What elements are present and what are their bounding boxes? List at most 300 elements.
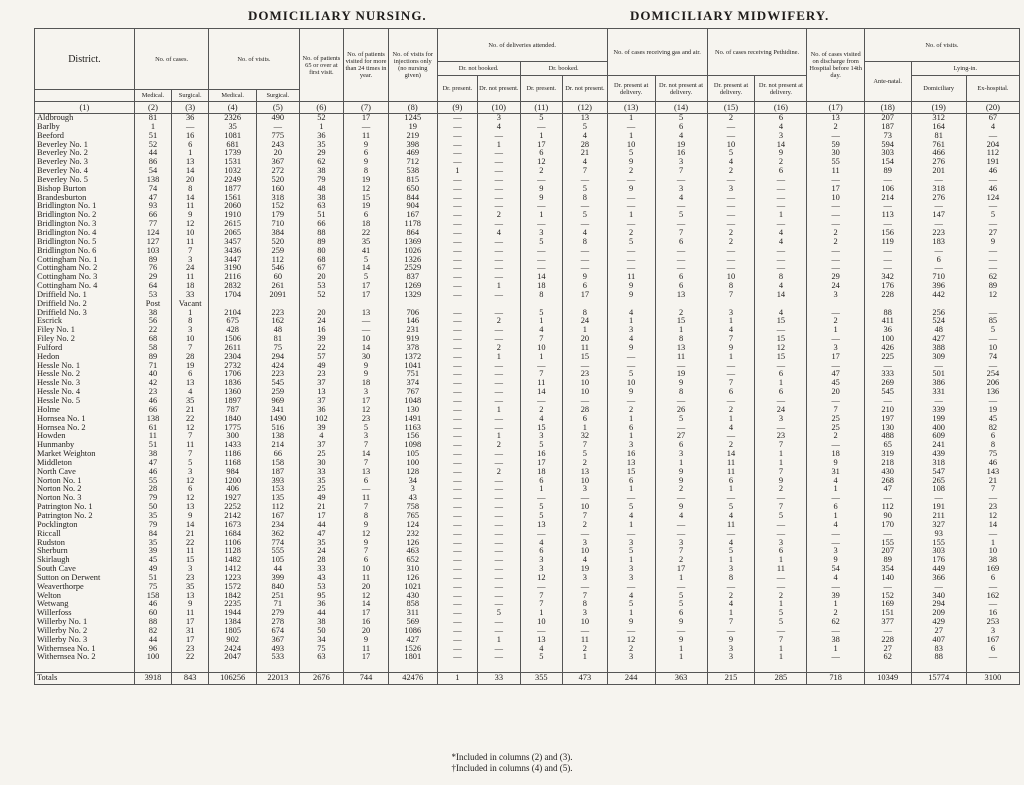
- table-cell: 354: [864, 565, 911, 574]
- table-cell: 3: [807, 547, 864, 556]
- table-cell: 2047: [209, 653, 257, 662]
- table-cell: —: [966, 202, 1019, 211]
- table-row: [35, 353, 1020, 362]
- table-cell: 340: [911, 592, 966, 601]
- table-cell: 251: [257, 592, 300, 601]
- table-cell: 65: [864, 441, 911, 450]
- table-cell: —: [478, 653, 521, 662]
- table-cell: 2: [807, 238, 864, 247]
- table-cell: —: [563, 397, 608, 406]
- table-cell: —: [437, 547, 477, 556]
- table-cell: 6: [755, 370, 807, 379]
- table-cell: 5: [520, 309, 563, 318]
- table-cell: 362: [257, 530, 300, 539]
- table-cell: 17: [344, 397, 389, 406]
- table-cell: 1927: [209, 494, 257, 503]
- district-name: Sherburn: [35, 547, 135, 556]
- table-cell: 243: [257, 141, 300, 150]
- table-cell: —: [966, 397, 1019, 406]
- table-cell: 29: [807, 273, 864, 282]
- table-cell: —: [478, 530, 521, 539]
- table-cell: 84: [134, 530, 171, 539]
- district-name: Norton No. 3: [35, 494, 135, 503]
- district-name: Withernsea No. 1: [35, 645, 135, 654]
- table-cell: —: [966, 176, 1019, 185]
- table-cell: 27: [966, 229, 1019, 238]
- table-cell: 2: [520, 167, 563, 176]
- table-cell: 25: [807, 424, 864, 433]
- district-name: Sutton on Derwent: [35, 574, 135, 583]
- table-cell: 30: [299, 459, 344, 468]
- table-cell: 318: [911, 185, 966, 194]
- table-cell: 331: [911, 388, 966, 397]
- table-cell: 7: [655, 229, 707, 238]
- table-cell: 19: [344, 202, 389, 211]
- table-cell: 17: [172, 618, 209, 627]
- table-row: [35, 114, 1020, 123]
- table-cell: 22: [344, 229, 389, 238]
- table-cell: —: [655, 202, 707, 211]
- district-name: South Cave: [35, 565, 135, 574]
- table-cell: 8: [563, 309, 608, 318]
- table-cell: —: [911, 176, 966, 185]
- table-cell: —: [807, 494, 864, 503]
- district-name: Weaverthorpe: [35, 583, 135, 592]
- table-cell: —: [807, 264, 864, 273]
- table-cell: 426: [864, 344, 911, 353]
- table-cell: 10: [172, 229, 209, 238]
- table-cell: 96: [134, 645, 171, 654]
- table-cell: 53: [299, 282, 344, 291]
- district-name: Patrington No. 1: [35, 503, 135, 512]
- table-cell: 3: [344, 432, 389, 441]
- column-number: (11): [520, 102, 563, 114]
- table-cell: 844: [388, 194, 437, 203]
- table-cell: —: [478, 574, 521, 583]
- table-cell: 62: [299, 158, 344, 167]
- table-cell: —: [478, 379, 521, 388]
- table-cell: —: [437, 432, 477, 441]
- table-cell: —: [655, 494, 707, 503]
- table-cell: —: [437, 459, 477, 468]
- district-name: Withernsea No. 2: [35, 653, 135, 662]
- table-row: [35, 415, 1020, 424]
- table-cell: 1526: [388, 645, 437, 654]
- table-cell: 1673: [209, 521, 257, 530]
- table-cell: 9: [655, 468, 707, 477]
- spacer-cell: [257, 662, 300, 673]
- table-cell: —: [520, 247, 563, 256]
- district-name: Bridlington No. 5: [35, 238, 135, 247]
- table-row: [35, 618, 1020, 627]
- table-cell: 3: [655, 185, 707, 194]
- table-cell: 223: [257, 370, 300, 379]
- table-cell: 1: [607, 556, 655, 565]
- table-cell: 17: [807, 185, 864, 194]
- table-cell: —: [520, 362, 563, 371]
- table-cell: 197: [864, 415, 911, 424]
- district-name: Beverley No. 2: [35, 149, 135, 158]
- table-cell: —: [437, 335, 477, 344]
- table-cell: 2: [707, 167, 755, 176]
- table-cell: 88: [134, 618, 171, 627]
- table-cell: 1: [707, 317, 755, 326]
- table-cell: 47: [134, 194, 171, 203]
- table-cell: 232: [388, 530, 437, 539]
- cases-medical-header: Medical.: [134, 90, 171, 102]
- table-cell: 3: [807, 291, 864, 300]
- table-cell: 20: [257, 149, 300, 158]
- table-cell: 100: [864, 335, 911, 344]
- table-cell: 12: [172, 494, 209, 503]
- table-cell: 4: [478, 229, 521, 238]
- district-name: Skirlaugh: [35, 556, 135, 565]
- table-cell: 5: [563, 185, 608, 194]
- table-cell: —: [807, 211, 864, 220]
- table-cell: 15: [755, 353, 807, 362]
- table-cell: 8: [707, 574, 755, 583]
- table-cell: 609: [911, 432, 966, 441]
- table-cell: 6: [655, 238, 707, 247]
- table-cell: 44: [299, 521, 344, 530]
- table-cell: —: [478, 459, 521, 468]
- table-cell: 1: [607, 317, 655, 326]
- table-cell: 6: [344, 556, 389, 565]
- table-cell: —: [478, 291, 521, 300]
- table-cell: 38: [134, 450, 171, 459]
- table-cell: 9: [607, 185, 655, 194]
- table-cell: 124: [134, 229, 171, 238]
- totals-cell: 363: [655, 673, 707, 685]
- table-cell: 1: [755, 379, 807, 388]
- table-cell: 303: [911, 547, 966, 556]
- table-row: [35, 317, 1020, 326]
- spacer-cell: [478, 662, 521, 673]
- table-cell: 2326: [209, 114, 257, 123]
- table-cell: 4: [655, 194, 707, 203]
- table-cell: 20: [344, 627, 389, 636]
- table-cell: —: [707, 132, 755, 141]
- spacer-cell: [807, 662, 864, 673]
- table-cell: 12: [172, 220, 209, 229]
- table-cell: 6: [520, 547, 563, 556]
- table-cell: 2: [563, 521, 608, 530]
- table-cell: 9: [344, 158, 389, 167]
- table-cell: 1836: [209, 379, 257, 388]
- table-cell: —: [478, 627, 521, 636]
- table-cell: 5: [755, 609, 807, 618]
- table-cell: —: [520, 256, 563, 265]
- table-cell: 59: [807, 141, 864, 150]
- spacer-cell: [864, 662, 911, 673]
- table-cell: 46: [134, 468, 171, 477]
- table-cell: 7: [520, 335, 563, 344]
- table-cell: —: [563, 362, 608, 371]
- table-cell: —: [966, 362, 1019, 371]
- table-cell: 46: [134, 397, 171, 406]
- table-cell: 9: [172, 512, 209, 521]
- table-cell: 294: [257, 353, 300, 362]
- district-name: Cottingham No. 4: [35, 282, 135, 291]
- table-cell: 39: [299, 335, 344, 344]
- table-cell: —: [807, 220, 864, 229]
- table-cell: —: [864, 247, 911, 256]
- table-cell: —: [607, 220, 655, 229]
- table-cell: 38: [299, 194, 344, 203]
- table-cell: 5: [344, 273, 389, 282]
- table-cell: 675: [209, 317, 257, 326]
- table-cell: 13: [344, 309, 389, 318]
- table-cell: 6: [655, 441, 707, 450]
- table-cell: 13: [520, 636, 563, 645]
- table-cell: —: [807, 256, 864, 265]
- table-cell: 71: [257, 600, 300, 609]
- table-row: [35, 485, 1020, 494]
- table-cell: 6: [755, 388, 807, 397]
- table-cell: 5: [755, 512, 807, 521]
- table-cell: [966, 300, 1019, 309]
- table-cell: 14: [520, 388, 563, 397]
- table-cell: —: [437, 229, 477, 238]
- table-cell: 130: [864, 424, 911, 433]
- table-cell: —: [478, 362, 521, 371]
- table-cell: 5: [478, 609, 521, 618]
- table-cell: 1: [478, 282, 521, 291]
- table-cell: 5: [966, 326, 1019, 335]
- table-cell: 35: [299, 477, 344, 486]
- table-cell: —: [478, 326, 521, 335]
- table-cell: 8: [655, 388, 707, 397]
- table-cell: —: [966, 309, 1019, 318]
- table-cell: 1897: [209, 397, 257, 406]
- table-cell: 112: [864, 503, 911, 512]
- table-row: [35, 123, 1020, 132]
- table-row: [35, 477, 1020, 486]
- table-cell: 11: [755, 565, 807, 574]
- table-cell: 6: [755, 547, 807, 556]
- table-cell: 7: [707, 335, 755, 344]
- table-cell: —: [563, 176, 608, 185]
- table-row: [35, 565, 1020, 574]
- table-cell: 7: [172, 344, 209, 353]
- table-cell: —: [478, 512, 521, 521]
- table-cell: 2: [807, 123, 864, 132]
- table-cell: 1: [478, 353, 521, 362]
- table-row: [35, 556, 1020, 565]
- table-cell: —: [607, 353, 655, 362]
- table-cell: 45: [134, 556, 171, 565]
- table-cell: 17: [344, 282, 389, 291]
- table-cell: 2611: [209, 344, 257, 353]
- district-name: Pocklington: [35, 521, 135, 530]
- table-cell: 11: [707, 468, 755, 477]
- totals-cell: 106256: [209, 673, 257, 685]
- totals-cell: 718: [807, 673, 864, 685]
- table-cell: 21: [563, 149, 608, 158]
- table-cell: 265: [911, 477, 966, 486]
- column-number: (18): [864, 102, 911, 114]
- table-cell: —: [437, 185, 477, 194]
- table-cell: 27: [655, 432, 707, 441]
- table-cell: 2: [707, 238, 755, 247]
- table-cell: 12: [344, 592, 389, 601]
- table-cell: 14: [172, 194, 209, 203]
- district-name: Filey No. 1: [35, 326, 135, 335]
- table-cell: —: [755, 194, 807, 203]
- table-cell: —: [437, 441, 477, 450]
- table-cell: 1081: [209, 132, 257, 141]
- table-cell: 19: [344, 176, 389, 185]
- table-cell: —: [478, 645, 521, 654]
- table-cell: 28: [172, 353, 209, 362]
- table-cell: 7: [520, 600, 563, 609]
- table-cell: 52: [299, 291, 344, 300]
- table-cell: —: [707, 264, 755, 273]
- table-cell: 9: [607, 388, 655, 397]
- district-name: Hornsea No. 2: [35, 424, 135, 433]
- column-number: (5): [257, 102, 300, 114]
- table-cell: 49: [134, 565, 171, 574]
- table-cell: 2065: [209, 229, 257, 238]
- district-name: Cottingham No. 3: [35, 273, 135, 282]
- table-cell: 1433: [209, 441, 257, 450]
- table-cell: 5: [966, 211, 1019, 220]
- table-cell: 11: [134, 432, 171, 441]
- table-cell: —: [807, 627, 864, 636]
- table-cell: 969: [257, 397, 300, 406]
- table-cell: 35: [209, 123, 257, 132]
- table-cell: 55: [807, 158, 864, 167]
- table-cell: 303: [864, 149, 911, 158]
- table-cell: 119: [864, 238, 911, 247]
- table-cell: —: [478, 273, 521, 282]
- table-cell: 3: [707, 309, 755, 318]
- table-cell: 7: [563, 167, 608, 176]
- table-cell: 10: [563, 503, 608, 512]
- table-cell: —: [655, 256, 707, 265]
- table-cell: 11: [172, 238, 209, 247]
- table-cell: —: [478, 388, 521, 397]
- table-cell: 23: [966, 503, 1019, 512]
- table-cell: 62: [864, 653, 911, 662]
- table-cell: 10: [344, 565, 389, 574]
- table-cell: 7: [655, 547, 707, 556]
- table-cell: —: [966, 530, 1019, 539]
- table-cell: 7: [707, 618, 755, 627]
- table-cell: 1490: [257, 415, 300, 424]
- table-cell: —: [864, 256, 911, 265]
- totals-cell: 2676: [299, 673, 344, 685]
- table-cell: 20: [299, 273, 344, 282]
- table-cell: —: [437, 600, 477, 609]
- table-cell: 17: [344, 114, 389, 123]
- table-cell: —: [478, 600, 521, 609]
- table-row: [35, 397, 1020, 406]
- table-cell: 1200: [209, 477, 257, 486]
- table-cell: —: [607, 247, 655, 256]
- table-cell: 4: [807, 477, 864, 486]
- table-cell: Vacant: [172, 300, 209, 309]
- district-name: Hedon: [35, 353, 135, 362]
- table-cell: 57: [299, 353, 344, 362]
- totals-cell: 22013: [257, 673, 300, 685]
- table-cell: —: [755, 220, 807, 229]
- table-cell: 9: [607, 291, 655, 300]
- table-cell: 81: [134, 114, 171, 123]
- table-cell: 20: [299, 309, 344, 318]
- table-cell: 35: [299, 141, 344, 150]
- table-cell: —: [655, 521, 707, 530]
- table-cell: 68: [299, 256, 344, 265]
- table-cell: 8: [344, 512, 389, 521]
- table-cell: —: [655, 397, 707, 406]
- column-number-row: [35, 102, 1020, 114]
- table-cell: 9: [344, 636, 389, 645]
- table-cell: 32: [563, 432, 608, 441]
- table-cell: 4: [563, 158, 608, 167]
- table-cell: 367: [257, 636, 300, 645]
- table-cell: 1: [607, 415, 655, 424]
- table-cell: 2: [807, 609, 864, 618]
- table-cell: —: [520, 220, 563, 229]
- table-cell: 8: [966, 441, 1019, 450]
- table-cell: 24: [563, 317, 608, 326]
- cases-header: No. of cases.: [134, 29, 208, 90]
- table-cell: 7: [707, 291, 755, 300]
- table-cell: —: [520, 264, 563, 273]
- table-cell: 156: [388, 432, 437, 441]
- table-cell: 49: [299, 362, 344, 371]
- table-cell: —: [707, 397, 755, 406]
- table-cell: 52: [134, 141, 171, 150]
- table-cell: 400: [911, 424, 966, 433]
- district-name: Bridlington No. 1: [35, 202, 135, 211]
- table-cell: 9: [520, 185, 563, 194]
- table-cell: 154: [864, 158, 911, 167]
- table-cell: 4: [755, 309, 807, 318]
- table-cell: 155: [911, 539, 966, 548]
- table-cell: —: [755, 521, 807, 530]
- table-cell: 1: [520, 609, 563, 618]
- table-cell: 1086: [388, 627, 437, 636]
- pethidine-dr-not-present-header: Dr. not present at delivery.: [755, 76, 807, 102]
- table-cell: 1178: [388, 220, 437, 229]
- table-cell: 393: [257, 477, 300, 486]
- table-cell: 14: [172, 521, 209, 530]
- table-cell: 4: [966, 123, 1019, 132]
- table-row: [35, 592, 1020, 601]
- table-cell: 48: [911, 326, 966, 335]
- table-cell: 1: [966, 539, 1019, 548]
- table-cell: 206: [966, 379, 1019, 388]
- table-cell: —: [478, 424, 521, 433]
- table-cell: 75: [134, 583, 171, 592]
- table-cell: 4: [520, 645, 563, 654]
- table-cell: 366: [911, 574, 966, 583]
- table-cell: —: [478, 335, 521, 344]
- table-cell: —: [755, 424, 807, 433]
- table-cell: 95: [299, 592, 344, 601]
- table-cell: —: [437, 141, 477, 150]
- spacer-row: [35, 662, 1020, 673]
- table-cell: 4: [707, 600, 755, 609]
- table-cell: 388: [911, 344, 966, 353]
- table-cell: 2116: [209, 273, 257, 282]
- table-cell: 429: [911, 618, 966, 627]
- table-cell: 858: [388, 600, 437, 609]
- table-cell: 7: [563, 512, 608, 521]
- table-cell: 23: [344, 415, 389, 424]
